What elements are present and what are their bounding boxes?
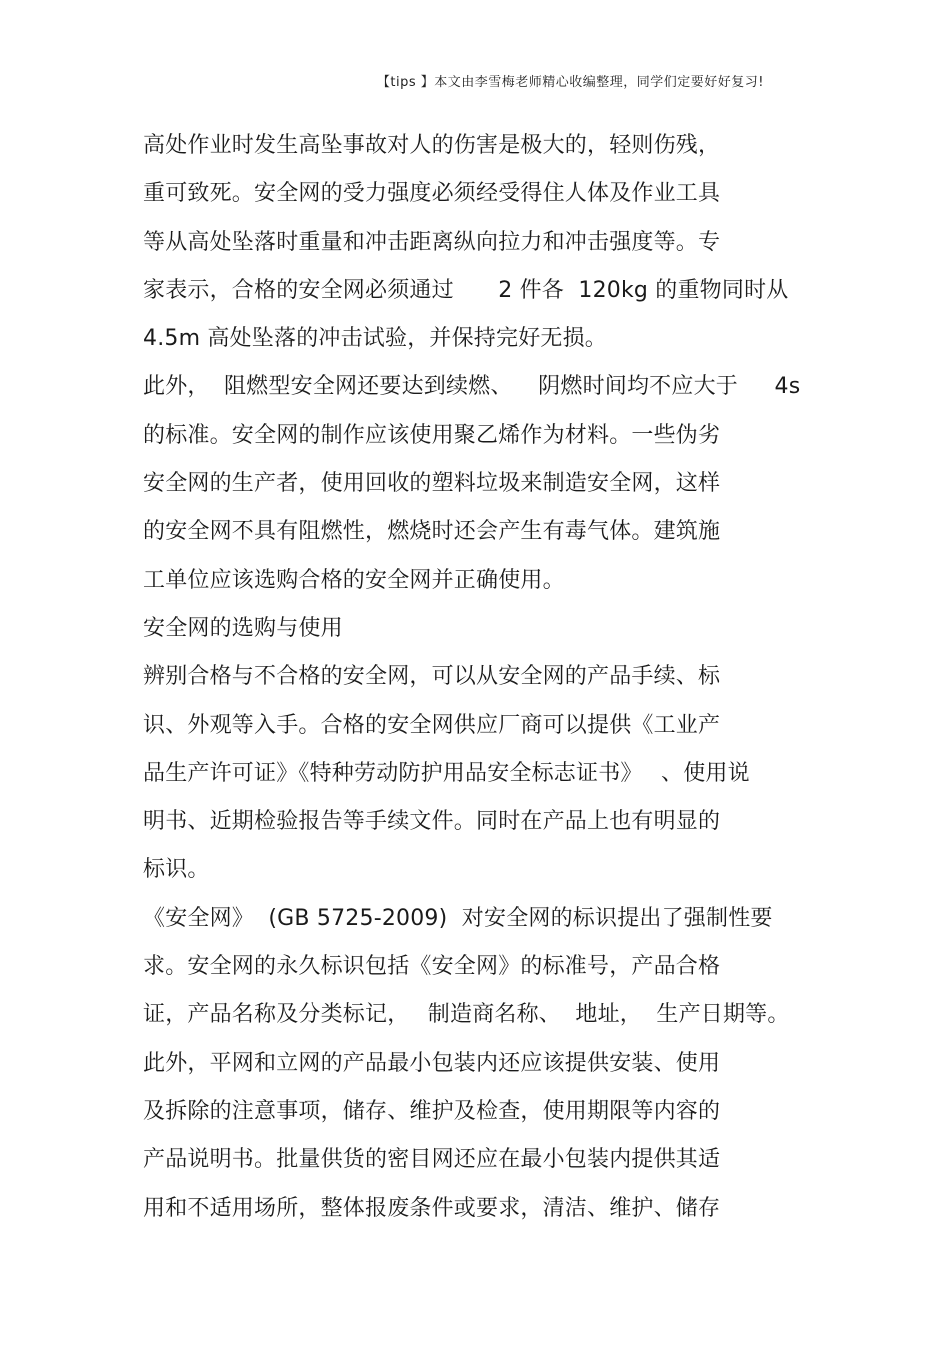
text-line: 的安全网不具有阻燃性，燃烧时还会产生有毒气体。建筑施: [143, 519, 721, 545]
header-tip-note: 【tips 】本文由李雪梅老师精心收编整理，同学们定要好好复习!: [376, 75, 764, 90]
text-line: 高处作业时发生高坠事故对人的伤害是极大的，轻则伤残，: [143, 133, 721, 158]
text-line: 重可致死。安全网的受力强度必须经受得住人体及作业工具: [143, 181, 721, 207]
text-line: 家表示，合格的安全网必须通过 2 件各 120kg 的重物同时从: [143, 277, 789, 303]
section-heading: 安全网的选购与使用: [143, 615, 343, 641]
text-line: 标识。: [143, 857, 210, 883]
text-line: 此外，平网和立网的产品最小包装内还应该提供安装、使用: [143, 1050, 721, 1076]
text-line: 识、外观等入手。合格的安全网供应厂商可以提供《工业产: [143, 712, 721, 738]
text-line: 等从高处坠落时重量和冲击距离纵向拉力和冲击强度等。专: [143, 229, 721, 255]
document-body: [143, 128, 823, 1239]
text-line: 的标准。安全网的制作应该使用聚乙烯作为材料。一些伪劣: [143, 422, 721, 448]
text-line: 及拆除的注意事项，储存、维护及检查，使用期限等内容的: [143, 1098, 721, 1124]
text-line: 明书、近期检验报告等手续文件。同时在产品上也有明显的: [143, 809, 721, 835]
text-line: 《安全网》 (GB 5725-2009) 对安全网的标识提出了强制性要: [143, 905, 773, 931]
text-line: 4.5m 高处坠落的冲击试验，并保持完好无损。: [143, 326, 608, 352]
text-line: 求。安全网的永久标识包括《安全网》的标准号，产品合格: [143, 954, 721, 980]
text-line: 安全网的生产者，使用回收的塑料垃圾来制造安全网，这样: [143, 471, 721, 497]
text-line: 用和不适用场所，整体报废条件或要求，清洁、维护、储存: [143, 1195, 721, 1221]
text-line: 证，产品名称及分类标记， 制造商名称、 地址， 生产日期等。: [143, 1002, 790, 1028]
text-line: 工单位应该选购合格的安全网并正确使用。: [143, 567, 565, 593]
text-line: 品生产许可证》《特种劳动防护用品安全标志证书》 、使用说: [143, 760, 750, 786]
text-line: 产品说明书。批量供货的密目网还应在最小包装内提供其适: [143, 1147, 721, 1173]
text-line: 辨别合格与不合格的安全网，可以从安全网的产品手续、标: [143, 664, 721, 690]
text-line: 此外， 阻燃型安全网还要达到续燃、 阴燃时间均不应大于 4s: [143, 374, 801, 400]
